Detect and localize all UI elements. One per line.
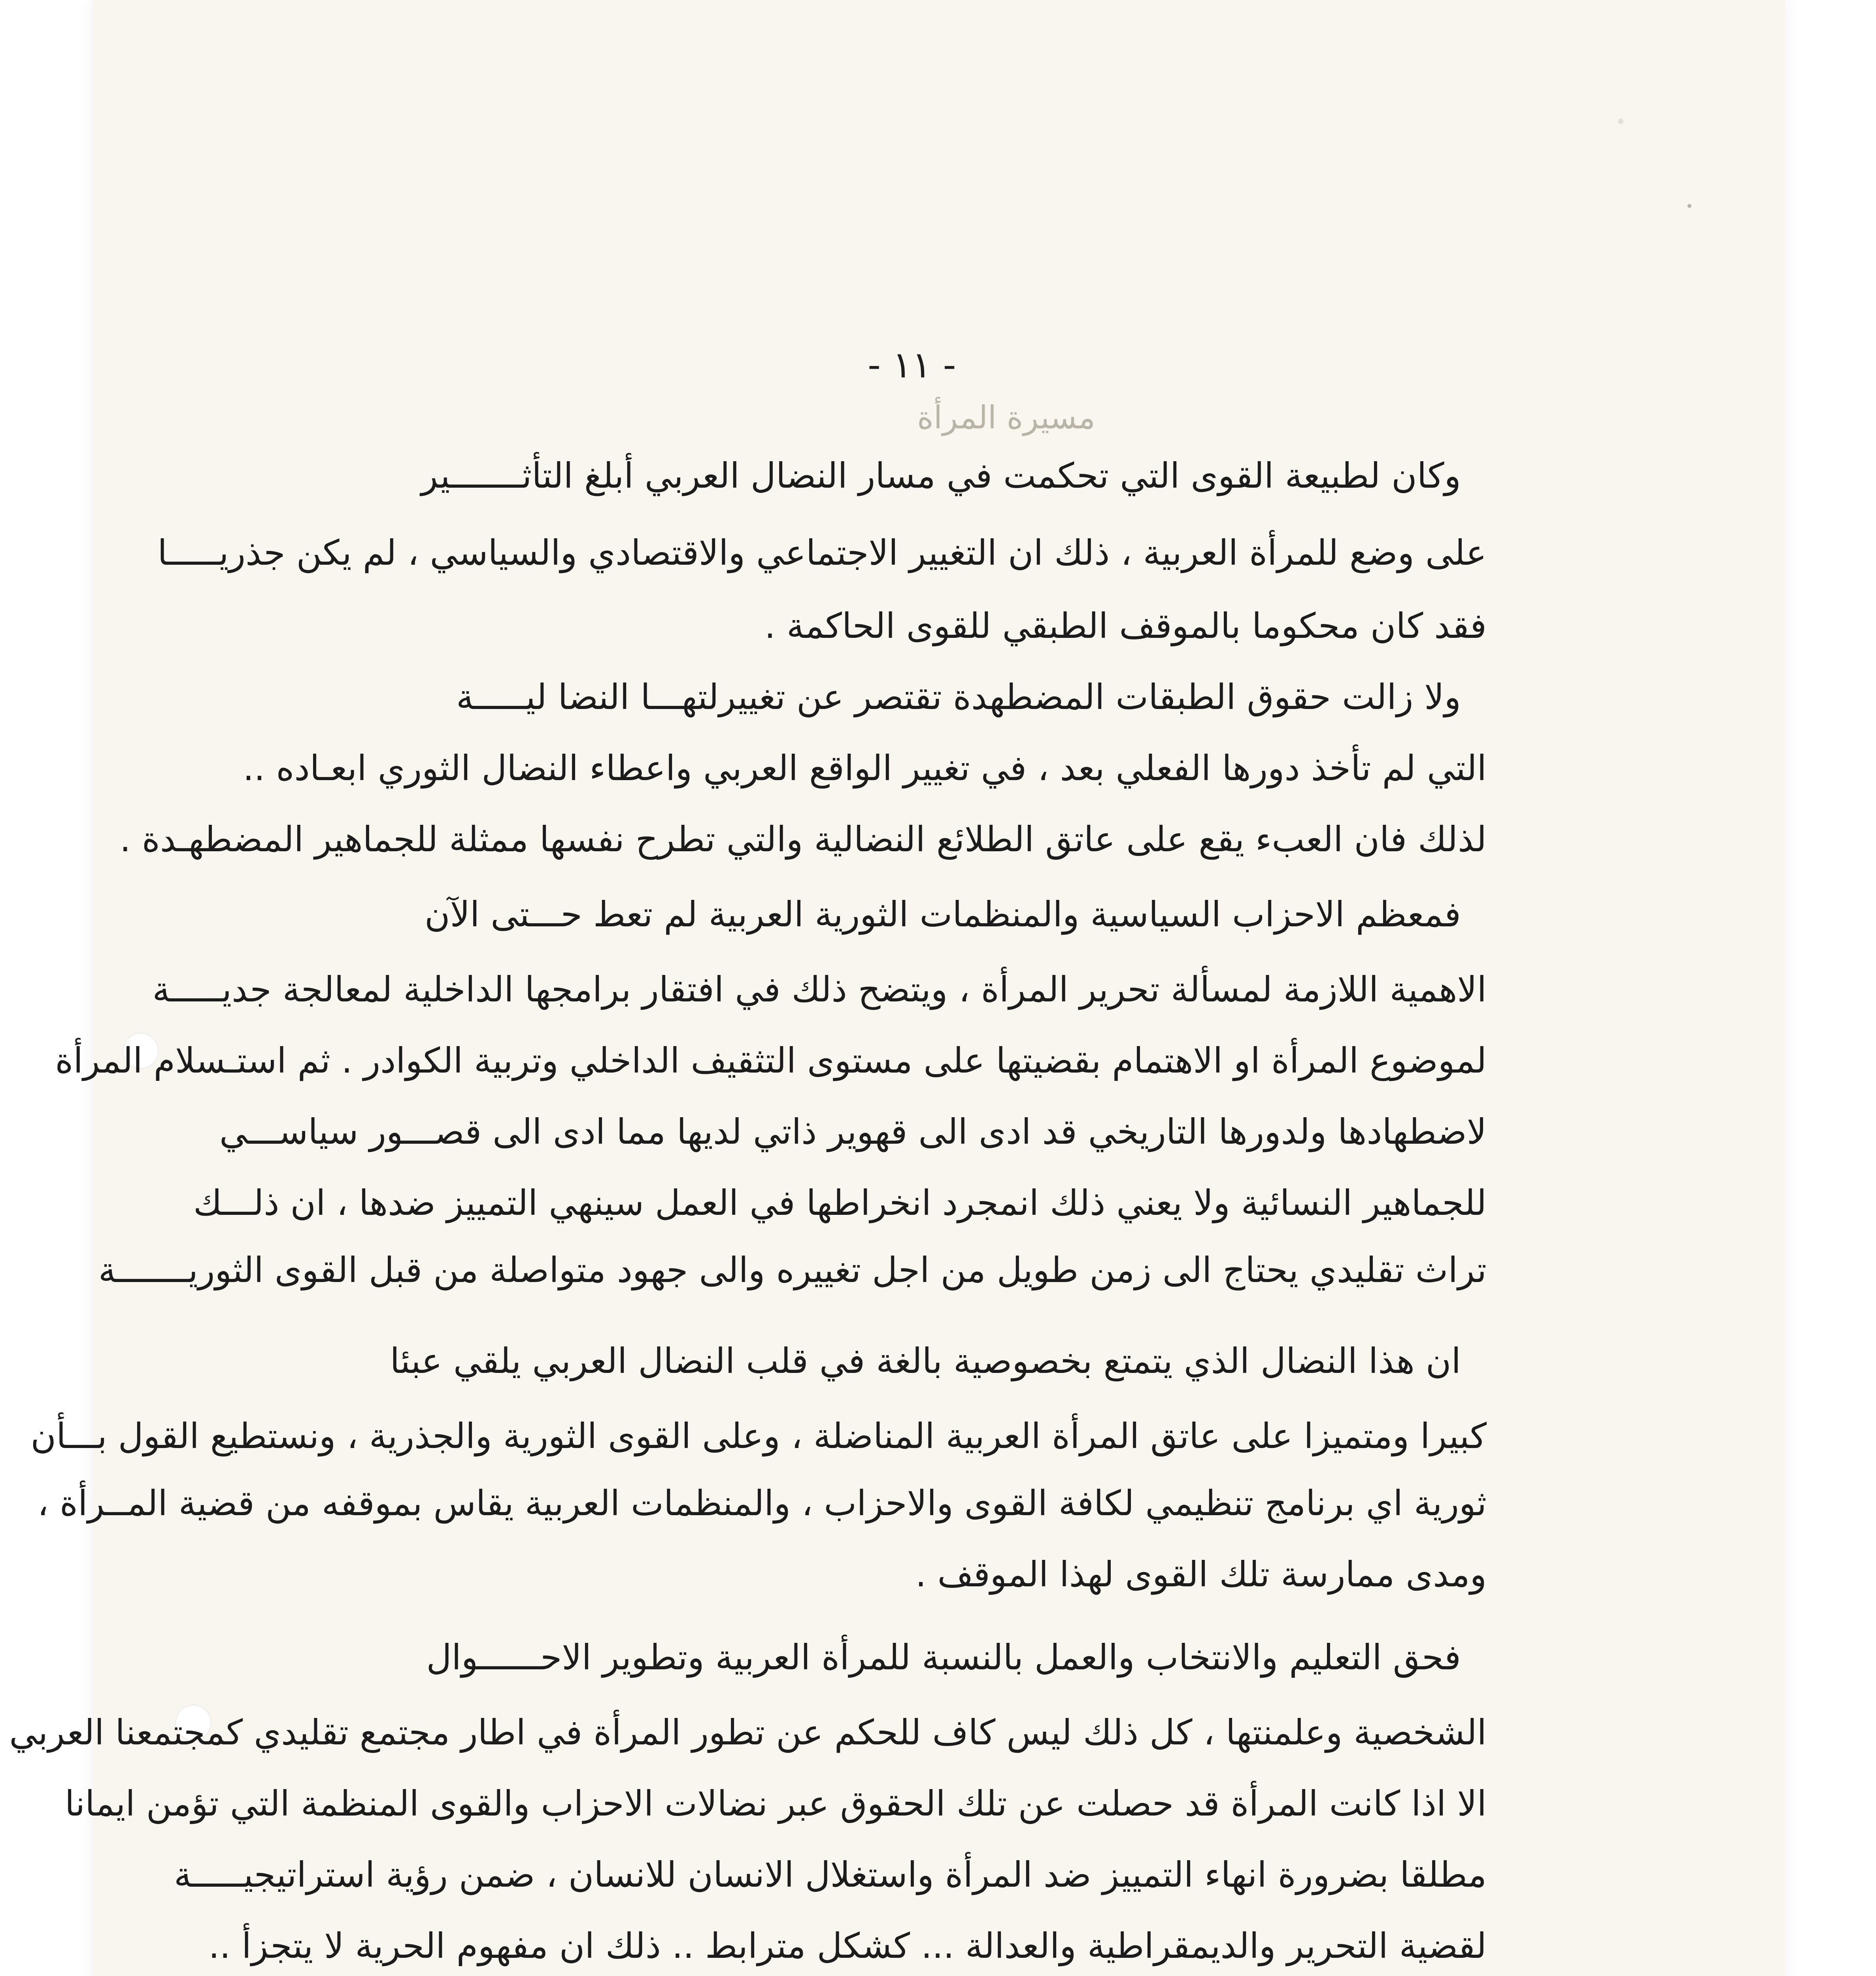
- text-line: مطلقا بضرورة انهاء التمييز ضد المرأة واستغلال الانسان للانسان ، ضمن رؤية استراتيجيـــــة: [174, 1854, 1487, 1895]
- text-line: على وضع للمرأة العربية ، ذلك ان التغيير الاجتماعي والاقتصادي والسياسي ، لم يكن جذريـــــا: [157, 532, 1487, 573]
- text-line: لقضية التحرير والديمقراطية والعدالة ... كشكل مترابط .. ذلك ان مفهوم الحرية لا يتجزأ ..: [208, 1925, 1487, 1966]
- text-line: كبيرا ومتميزا على عاتق المرأة العربية المناضلة ، وعلى القوى الثورية والجذرية ، ونستطيع القول بـــأن: [30, 1416, 1487, 1456]
- faint-handwritten-note: مسيرة المرأة: [917, 399, 1095, 436]
- page-number: - ١١ -: [868, 344, 956, 386]
- text-line: للجماهير النسائية ولا يعني ذلك انمجرد انخراطها في العمل سينهي التمييز ضدها ، ان ذلـــك: [193, 1182, 1487, 1223]
- paper-speck: [1618, 119, 1623, 124]
- text-line: ثورية اي برنامج تنظيمي لكافة القوى والاحزاب ، والمنظمات العربية يقاس بموقفه من قضية المــرأة ،: [37, 1483, 1487, 1523]
- text-line: ومدى ممارسة تلك القوى لهذا الموقف .: [915, 1554, 1487, 1595]
- text-line: وكان لطبيعة القوى التي تحكمت في مسار النضال العربي أبلغ التأثـــــــير: [421, 455, 1461, 496]
- text-line: ولا زالت حقوق الطبقات المضطهدة تقتصر عن تغييرلتهـــا النضا ليـــــة: [456, 677, 1461, 717]
- text-line: فمعظم الاحزاب السياسية والمنظمات الثورية العربية لم تعط حـــتى الآن: [425, 894, 1461, 935]
- text-line: لذلك فان العبء يقع على عاتق الطلائع النضالية والتي تطرح نفسها ممثلة للجماهير المضطهـدة .: [119, 819, 1487, 860]
- text-line: الاهمية اللازمة لمسألة تحرير المرأة ، ويتضح ذلك في افتقار برامجها الداخلية لمعالجة جديـــــة: [152, 969, 1487, 1010]
- text-line: الا اذا كانت المرأة قد حصلت عن تلك الحقوق عبر نضالات الاحزاب والقوى المنظمة التي تؤمن ايمانا: [64, 1783, 1487, 1824]
- text-line: لموضوع المرأة او الاهتمام بقضيتها على مستوى التثقيف الداخلي وتربية الكوادر . ثم استـسلام المرأة: [55, 1040, 1487, 1081]
- text-line: تراث تقليدي يحتاج الى زمن طويل من اجل تغييره والى جهود متواصلة من قبل القوى الثوريـــــــة: [98, 1250, 1487, 1290]
- text-line: فحق التعليم والانتخاب والعمل بالنسبة للمرأة العربية وتطوير الاحــــــوال: [426, 1637, 1461, 1678]
- text-line: فقد كان محكوما بالموقف الطبقي للقوى الحاكمة .: [764, 605, 1487, 646]
- text-line: لاضطهادها ولدورها التاريخي قد ادى الى قهوير ذاتي لديها مما ادى الى قصـــور سياســـي: [219, 1111, 1487, 1152]
- text-line: ان هذا النضال الذي يتمتع بخصوصية بالغة في قلب النضال العربي يلقي عبئا: [390, 1341, 1461, 1381]
- text-line: الشخصية وعلمنتها ، كل ذلك ليس كاف للحكم عن تطور المرأة في اطار مجتمع تقليدي كمجتمعنا العربي: [9, 1712, 1487, 1753]
- paper-speck: [1687, 204, 1691, 208]
- text-line: التي لم تأخذ دورها الفعلي بعد ، في تغيير الواقع العربي واعطاء النضال الثوري ابعـاده ..: [243, 748, 1487, 788]
